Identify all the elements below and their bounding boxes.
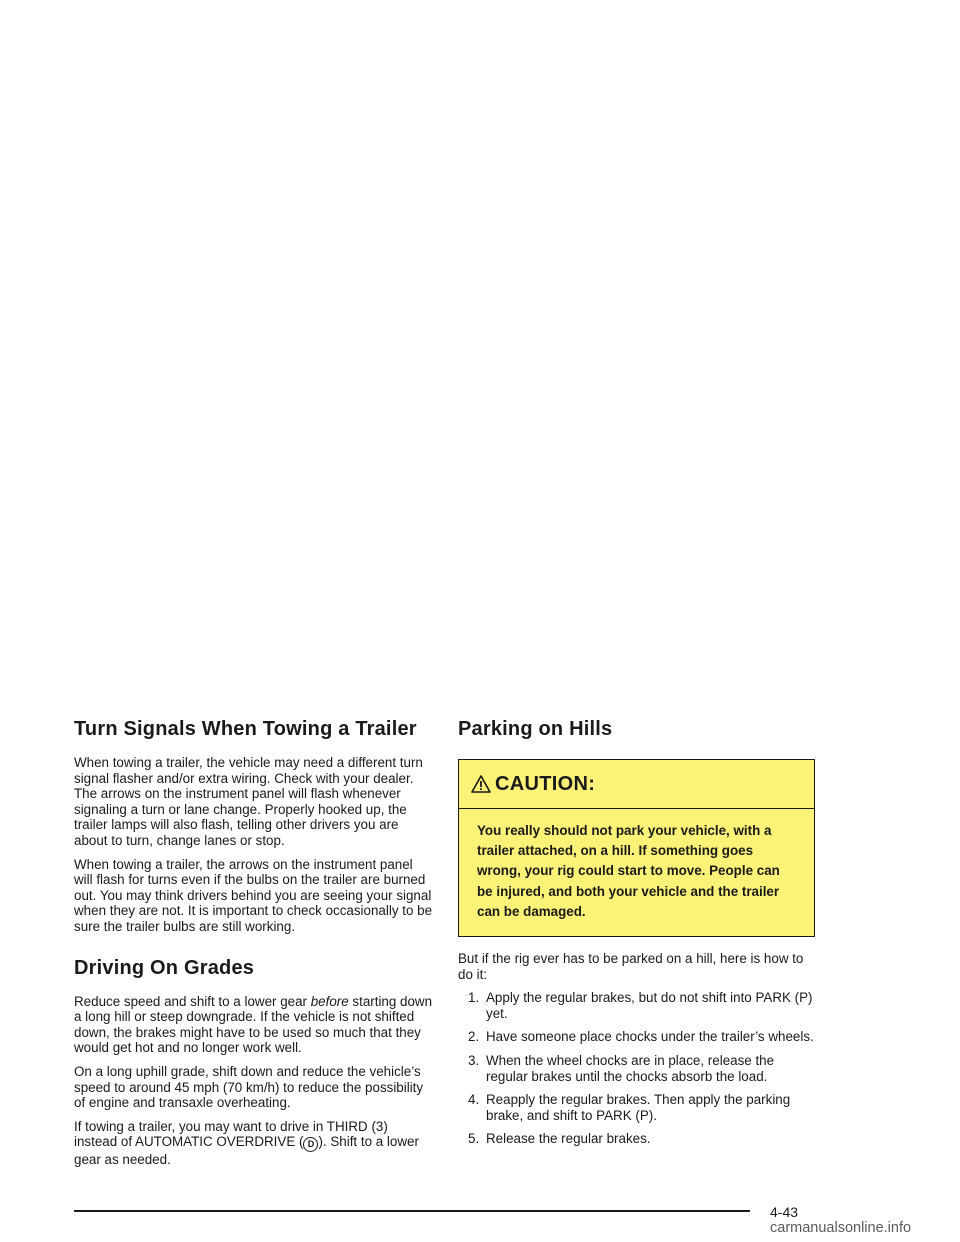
paragraph-turn-signals-2: When towing a trailer, the arrows on the instrument panel will flash for turns even if the bulbs on the trailer are burned out. You may think drivers behind you are seeing your signal when they are not. It is important to check occasionally to be sure the trailer bulbs are still working. <box>74 856 433 934</box>
list-item: 4. Reapply the regular brakes. Then apply the parking brake, and shift to PARK (P). <box>468 1092 791 1123</box>
paragraph-hills-intro: But if the rig ever has to be parked on a hill, here is how to do it: <box>458 951 804 982</box>
heading-parking-on-hills: Parking on Hills <box>458 718 613 740</box>
caution-text: You really should not park your vehicle, with a trailer attached, on a hill. If something goes wrong, your rig could start to move. People can be injured, and both your vehicle and the trailer can be damaged. <box>459 809 814 936</box>
heading-driving-on-grades: Driving On Grades <box>74 956 255 979</box>
list-item: 5. Release the regular brakes. <box>468 1131 651 1147</box>
steps-list <box>458 990 815 1147</box>
paragraph-turn-signals-1: When towing a trailer, the vehicle may need a different turn signal flasher and/or extra wiring. Check with your dealer. The arrows on the instrument panel will flash whenever signaling a turn or lane change. Properly hooked up, the trailer lamps will also flash, telling other drivers you are about to turn, change lanes or stop. <box>74 755 423 848</box>
paragraph-grades-3: If towing a trailer, you may want to drive in THIRD (3) instead of AUTOMATIC OVERDRIVE ( D ). Shift to a lower gear as needed. <box>74 1118 419 1168</box>
page-number: 4-43 <box>770 1204 799 1220</box>
emphasis-before: before <box>310 993 349 1009</box>
heading-turn-signals: Turn Signals When Towing a Trailer <box>74 718 417 740</box>
warning-triangle-icon <box>471 774 491 794</box>
caution-header <box>459 760 814 809</box>
caution-title: CAUTION: <box>495 772 596 795</box>
list-item: 2. Have someone place chocks under the trailer’s wheels. <box>468 1029 814 1045</box>
footer-rule <box>74 1210 750 1212</box>
overdrive-d-circle-icon: D <box>303 1137 318 1152</box>
watermark-link[interactable]: carmanualsonline.info <box>770 1220 912 1236</box>
left-column <box>74 718 434 1176</box>
paragraph-grades-1: Reduce speed and shift to a lower gear before starting down a long hill or steep downgrade. If the vehicle is not shifted down, the brakes might have to be used so much that they would get hot and no longer work well. <box>74 993 433 1056</box>
right-column <box>458 718 815 1155</box>
caution-box <box>458 759 815 937</box>
paragraph-grades-2: On a long uphill grade, shift down and reduce the vehicle’s speed to around 45 mph (70 km/h) to reduce the possibility of engine and transaxle overheating. <box>74 1063 424 1111</box>
list-item: 3. When the wheel chocks are in place, release the regular brakes until the chocks absorb the load. <box>468 1052 775 1084</box>
list-item: 1. Apply the regular brakes, but do not shift into PARK (P) yet. <box>468 990 813 1021</box>
